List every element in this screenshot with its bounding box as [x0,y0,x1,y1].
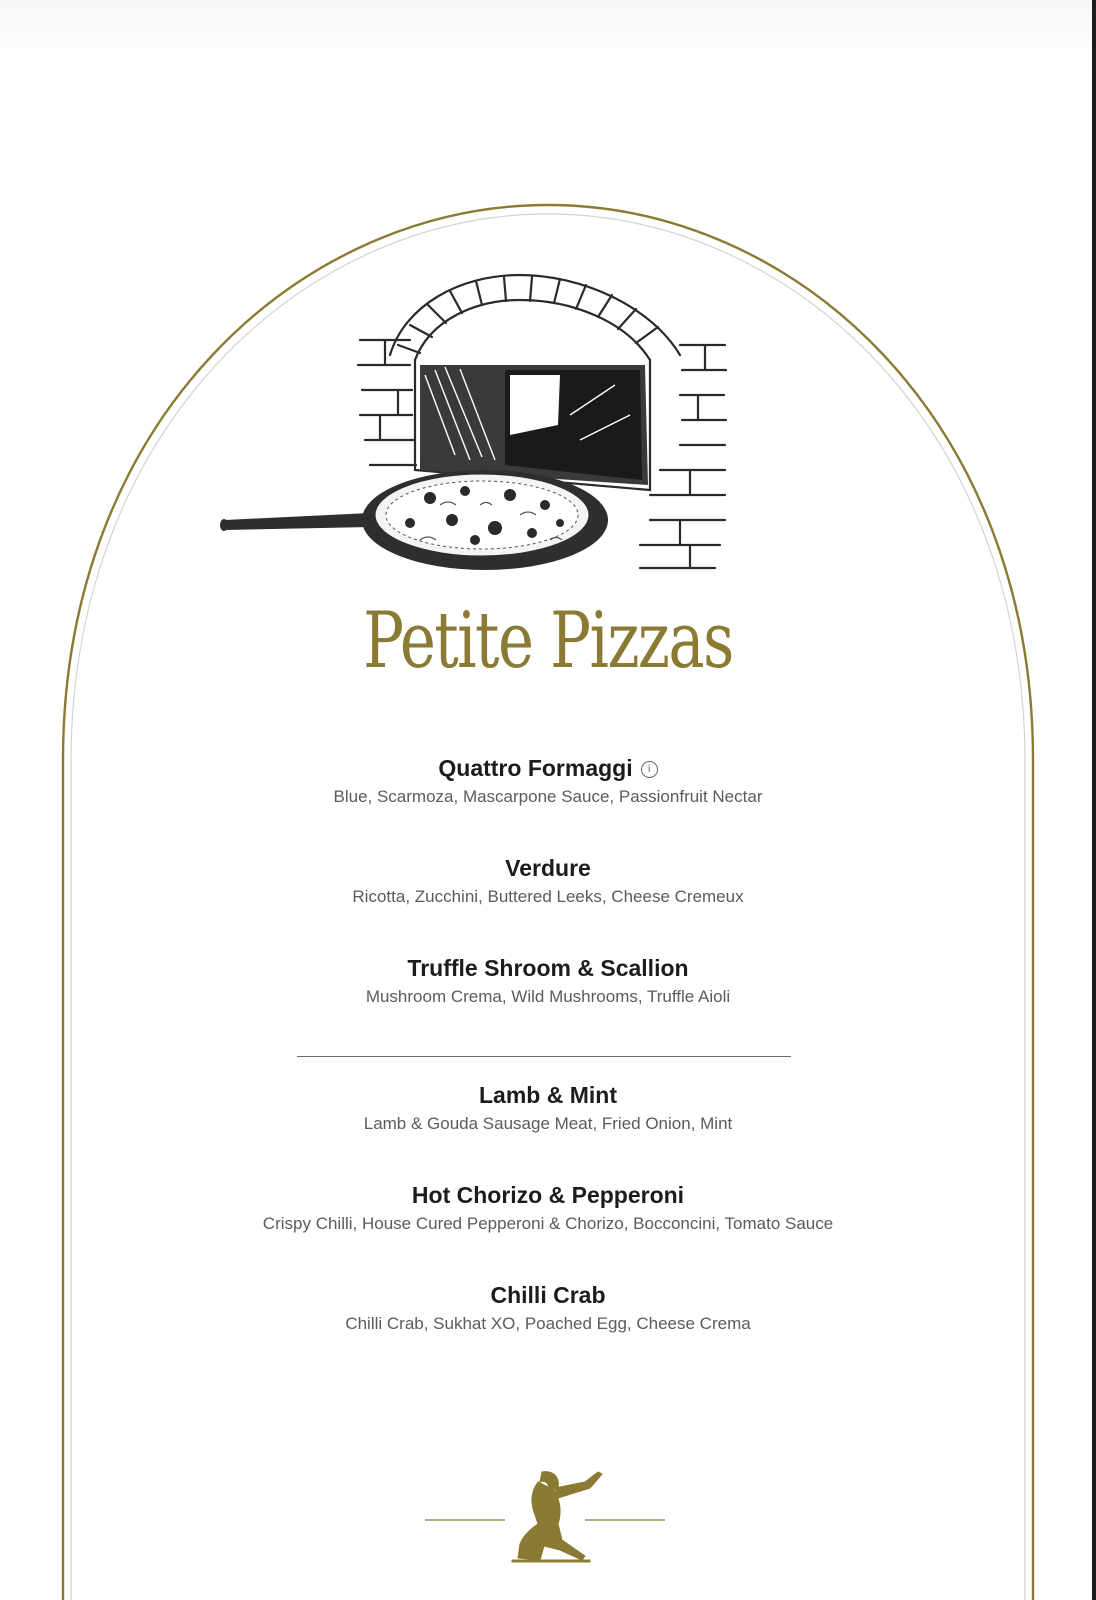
menu-item [0,853,1096,911]
menu-item-description: Mushroom Crema, Wild Mushrooms, Truffle Aioli [365,987,731,1006]
menu-item-name: Verdure [505,855,591,881]
pizza-oven-illustration [220,265,740,595]
menu-item [0,753,1096,811]
menu-item-description: Chilli Crab, Sukhat XO, Poached Egg, Cheese Crema [345,1314,751,1333]
menu-item-name: Chilli Crab [490,1282,606,1308]
menu-item-name: Hot Chorizo & Pepperoni [411,1182,685,1208]
kneeling-figure-logo [420,1460,670,1570]
menu-item [0,1180,1096,1238]
menu-item-name: Lamb & Mint [479,1082,617,1108]
info-icon[interactable]: i [641,761,658,778]
menu-title: Petite Pizzas [363,596,733,686]
menu-item-description: Ricotta, Zucchini, Buttered Leeks, Cheese Cremeux [352,887,744,906]
menu-item-description: Blue, Scarmoza, Mascarpone Sauce, Passionfruit Nectar [333,787,763,806]
menu-item [0,1280,1096,1338]
menu-item [0,1080,1096,1138]
menu-item-description: Lamb & Gouda Sausage Meat, Fried Onion, Mint [363,1114,733,1133]
menu-item [0,953,1096,1011]
menu-item-name: Quattro Formaggi [438,755,633,781]
section-divider [297,1056,791,1057]
menu-item-name-wrap [0,753,1096,783]
menu-item-description: Crispy Chilli, House Cured Pepperoni & Chorizo, Bocconcini, Tomato Sauce [262,1214,834,1233]
menu-item-name: Truffle Shroom & Scallion [407,955,689,981]
